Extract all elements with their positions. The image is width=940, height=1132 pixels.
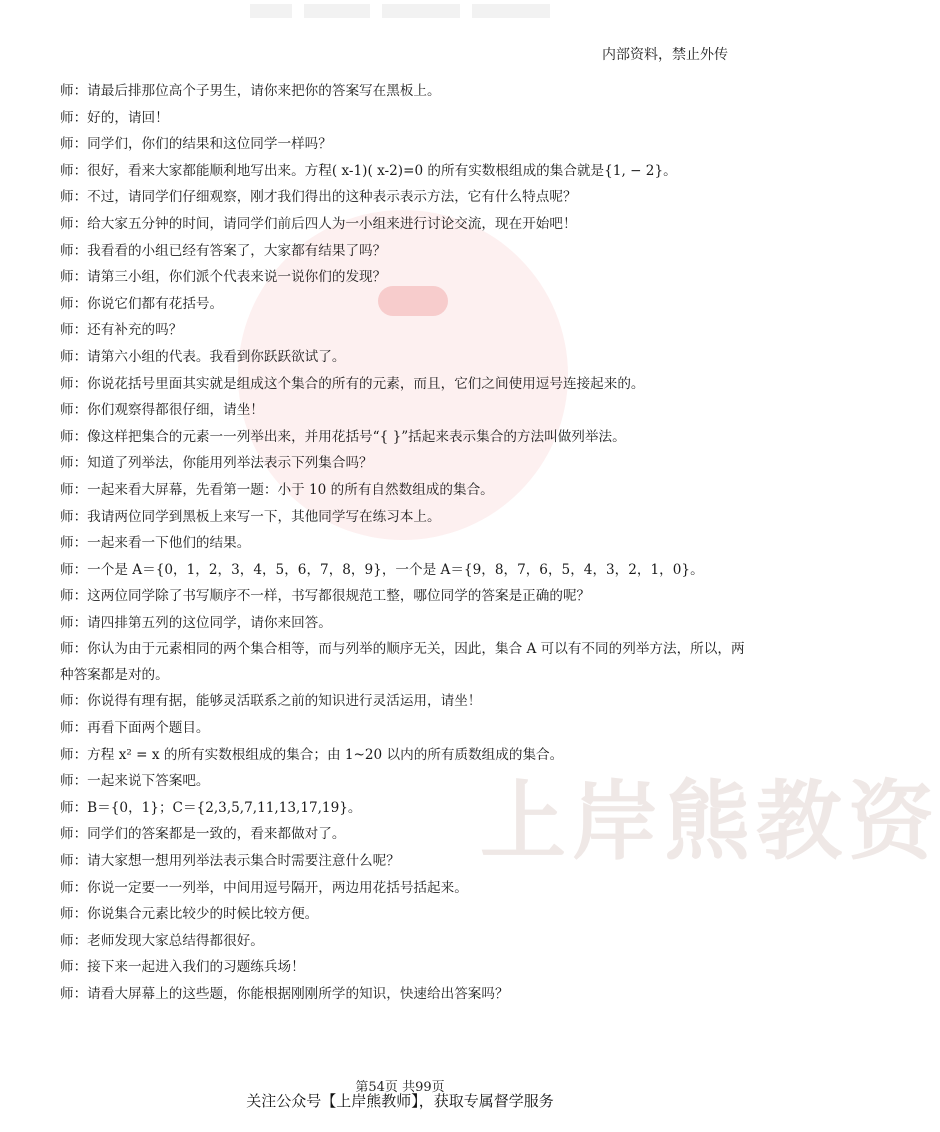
transcript-line: 师：同学们，你们的结果和这位同学一样吗？ <box>60 136 332 153</box>
transcript-line: 师：请第三小组，你们派个代表来说一说你们的发现？ <box>60 269 387 286</box>
transcript-line: 师：B＝{0，1}；C＝{2,3,5,7,11,13,17,19}。 <box>60 799 362 816</box>
transcript-line: 师：这两位同学除了书写顺序不一样，书写都很规范工整，哪位同学的答案是正确的呢？ <box>60 588 591 605</box>
transcript-line: 师：请四排第五列的这位同学，请你来回答。 <box>60 614 332 631</box>
transcript-line: 师：你说它们都有花括号。 <box>60 295 224 312</box>
transcript-line: 师：请最后排那位高个子男生，请你来把你的答案写在黑板上。 <box>60 83 441 99</box>
transcript-line: 师：同学们的答案都是一致的，看来都做对了。 <box>60 826 346 843</box>
page-number: 第54页 共99页 <box>355 1080 445 1095</box>
transcript-line: 师：老师发现大家总结得都很好。 <box>60 932 264 949</box>
transcript-line: 师：你认为由于元素相同的两个集合相等，而与列举的顺序无关，因此，集合 A 可以有不同的列举方法，所以，两种答案都是对的。 <box>60 641 745 684</box>
transcript-line: 师：方程 x² = x 的所有实数根组成的集合；由 1~20 以内的所有质数组成的集合。 <box>60 746 564 763</box>
transcript-line: 师：请看大屏幕上的这些题，你能根据刚刚所学的知识，快速给出答案吗？ <box>60 986 509 1002</box>
transcript-line: 师：像这样把集合的元素一一列举出来，并用花括号“{ }”括起来表示集合的方法叫做列举法。 <box>60 428 626 445</box>
transcript-line: 师：知道了列举法，你能用列举法表示下列集合吗？ <box>60 455 373 472</box>
lesson-transcript <box>60 78 750 1008</box>
confidential-label: 内部资料，禁止外传 <box>602 47 728 63</box>
transcript-line: 师：好的，请回！ <box>60 109 169 126</box>
transcript-line: 师：我请两位同学到黑板上来写一下，其他同学写在练习本上。 <box>60 508 441 525</box>
transcript-line: 师：一起来看一下他们的结果。 <box>60 535 251 552</box>
transcript-line: 师：接下来一起进入我们的习题练兵场！ <box>60 959 305 976</box>
transcript-line: 师：请大家想一想用列举法表示集合时需要注意什么呢？ <box>60 853 400 870</box>
transcript-line: 师：我看看的小组已经有答案了，大家都有结果了吗？ <box>60 242 387 259</box>
transcript-line: 师：还有补充的吗？ <box>60 322 183 339</box>
transcript-line: 师：请第六小组的代表。我看到你跃跃欲试了。 <box>60 348 346 365</box>
transcript-line: 师：你说一定要一一列举，中间用逗号隔开，两边用花括号括起来。 <box>60 879 468 896</box>
transcript-line: 师：你说得有理有据，能够灵活联系之前的知识进行灵活运用，请坐！ <box>60 693 482 710</box>
footer-promo: 关注公众号【上岸熊教师】，获取专属督学服务 <box>246 1092 554 1110</box>
watermark-brand: 上岸熊教资 <box>480 772 940 872</box>
transcript-line: 师：再看下面两个题目。 <box>60 720 210 737</box>
header-ghost-bar <box>250 4 550 18</box>
transcript-line: 师：很好，看来大家都能顺利地写出来。方程( x-1)( x-2)=0 的所有实数根组成的集合就是{1, − 2}。 <box>60 162 677 179</box>
transcript-line: 师：不过，请同学们仔细观察，刚才我们得出的这种表示表示方法，它有什么特点呢？ <box>60 189 577 206</box>
transcript-line: 师：一个是 A＝{0，1，2，3，4，5，6，7，8，9}，一个是 A＝{9，8，7，6，5，4，3，2，1，0}。 <box>60 561 704 578</box>
transcript-line: 师：你们观察得都很仔细，请坐！ <box>60 402 264 419</box>
transcript-line: 师：你说集合元素比较少的时候比较方便。 <box>60 906 319 923</box>
transcript-line: 师：一起来说下答案吧。 <box>60 773 210 790</box>
transcript-line: 师：一起来看大屏幕，先看第一题：小于 10 的所有自然数组成的集合。 <box>60 481 494 498</box>
transcript-line: 师：给大家五分钟的时间，请同学们前后四人为一小组来进行讨论交流，现在开始吧！ <box>60 215 577 232</box>
transcript-line: 师：你说花括号里面其实就是组成这个集合的所有的元素，而且，它们之间使用逗号连接起来的。 <box>60 375 645 392</box>
